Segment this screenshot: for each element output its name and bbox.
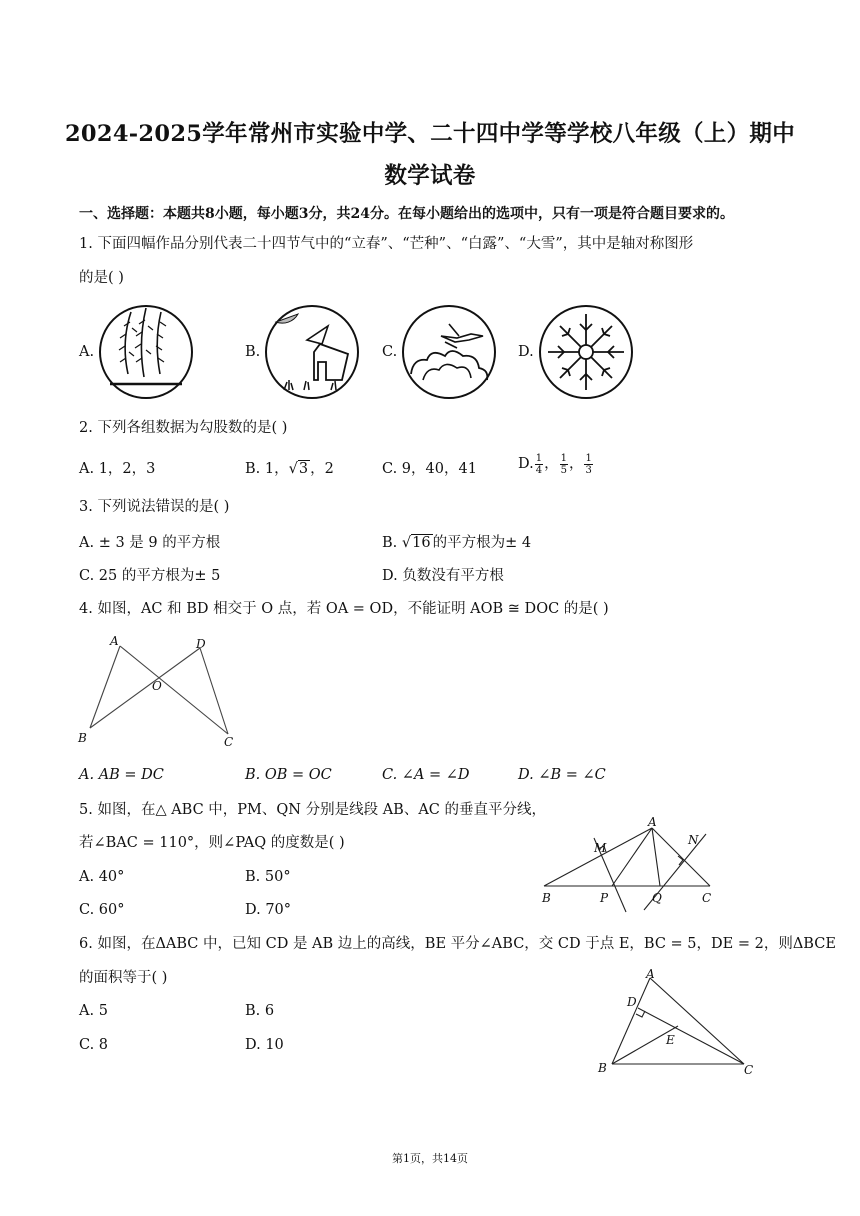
q5-label-p: P xyxy=(600,891,609,905)
q6-option-d: D. 10 xyxy=(245,1037,284,1053)
q1-option-c-label: C. xyxy=(382,344,398,360)
q6-option-c: C. 8 xyxy=(79,1037,109,1053)
q1-stem-line2: 的是( ) xyxy=(79,270,124,286)
page-subtitle: 数学试卷 xyxy=(384,163,476,189)
q5-option-c: C. 60° xyxy=(79,902,125,918)
q5-option-a: A. 40° xyxy=(79,869,125,885)
q2-option-b: B. 1，√3 ，2 xyxy=(245,461,334,477)
q5-label-a: A xyxy=(648,815,657,829)
q5-option-b: B. 50° xyxy=(245,869,291,885)
q6-label-d: D xyxy=(627,995,637,1009)
q4-figure xyxy=(76,632,246,750)
q5-stem-line1: 5. 如图，在△ ABC 中，PM、QN 分别是线段 AB、AC 的垂直平分线， xyxy=(79,802,547,818)
q4-label-o: O xyxy=(152,679,162,693)
q4-stem: 4. 如图，AC 和 BD 相交于 O 点，若 OA = OD，不能证明 AOB ≅ DOC 的是( ) xyxy=(79,601,609,617)
q6-option-a: A. 5 xyxy=(79,1003,108,1019)
q6-stem-line2: 的面积等于( ) xyxy=(79,970,168,986)
q2-option-d: D. $\frac{1}{4}$ ， $\frac{1}{5}$ ， $\frac{1}{3}$ xyxy=(518,452,592,476)
q4-option-b: B. OB = OC xyxy=(245,767,332,783)
page-footer: 第1页，共14页 xyxy=(392,1152,468,1165)
q4-option-a: A. AB = DC xyxy=(79,767,164,783)
q6-label-a: A xyxy=(646,967,655,981)
q5-figure xyxy=(538,812,724,918)
q3-option-b: B. √16 的平方根为± 4 xyxy=(382,535,532,551)
q4-option-d: D. ∠B = ∠C xyxy=(518,767,606,783)
q1-option-b-label: B. xyxy=(245,344,261,360)
house-figure xyxy=(262,302,362,402)
q3-stem: 3. 下列说法错误的是( ) xyxy=(79,499,230,515)
bird-cloud-figure xyxy=(399,302,499,402)
q5-label-c: C xyxy=(702,891,712,905)
q6-stem-line1: 6. 如图，在ΔABC 中，已知 CD 是 AB 边上的高线，BE 平分∠ABC，交 CD 于点 E，BC = 5，DE = 2，则ΔBCE xyxy=(79,936,836,952)
q3-option-c: C. 25 的平方根为± 5 xyxy=(79,568,221,584)
q4-label-d: D xyxy=(196,637,206,651)
q5-label-m: M xyxy=(594,841,607,855)
q5-label-b: B xyxy=(542,891,551,905)
q1-option-d-label: D. xyxy=(518,344,534,360)
q4-option-c: C. ∠A = ∠D xyxy=(382,767,470,783)
q4-label-a: A xyxy=(110,634,119,648)
q5-label-q: Q xyxy=(652,891,662,905)
q6-label-b: B xyxy=(598,1061,607,1075)
page-title: 2024-2025学年常州市实验中学、二十四中学等学校八年级（上）期中 xyxy=(64,121,796,147)
q3-option-d: D. 负数没有平方根 xyxy=(382,568,504,584)
q6-label-c: C xyxy=(744,1063,754,1077)
q5-label-n: N xyxy=(688,833,699,847)
section-heading: 一、选择题：本题共8小题，每小题3分，共24分。在每小题给出的选项中，只有一项是符合题目要求的。 xyxy=(79,206,734,222)
q6-label-e: E xyxy=(666,1033,675,1047)
q4-label-c: C xyxy=(224,735,234,749)
q4-label-b: B xyxy=(78,731,87,745)
q3-option-a: A. ± 3 是 9 的平方根 xyxy=(79,535,221,551)
q2-option-c: C. 9，40，41 xyxy=(382,461,477,477)
q5-stem-line2: 若∠BAC = 110°，则∠PAQ 的度数是( ) xyxy=(79,835,345,851)
q1-stem-line1: 1. 下面四幅作品分别代表二十四节气中的“立春”、“芒种”、“白露”、“大雪”，其中是轴对称图形 xyxy=(79,236,694,252)
q5-option-d: D. 70° xyxy=(245,902,292,918)
willow-figure xyxy=(96,302,196,402)
q2-stem: 2. 下列各组数据为勾股数的是( ) xyxy=(79,420,288,436)
q6-figure xyxy=(594,964,764,1084)
q6-option-b: B. 6 xyxy=(245,1003,275,1019)
snowflake-figure xyxy=(536,302,636,402)
q2-option-a: A. 1，2，3 xyxy=(79,461,156,477)
q1-option-a-label: A. xyxy=(79,344,95,360)
